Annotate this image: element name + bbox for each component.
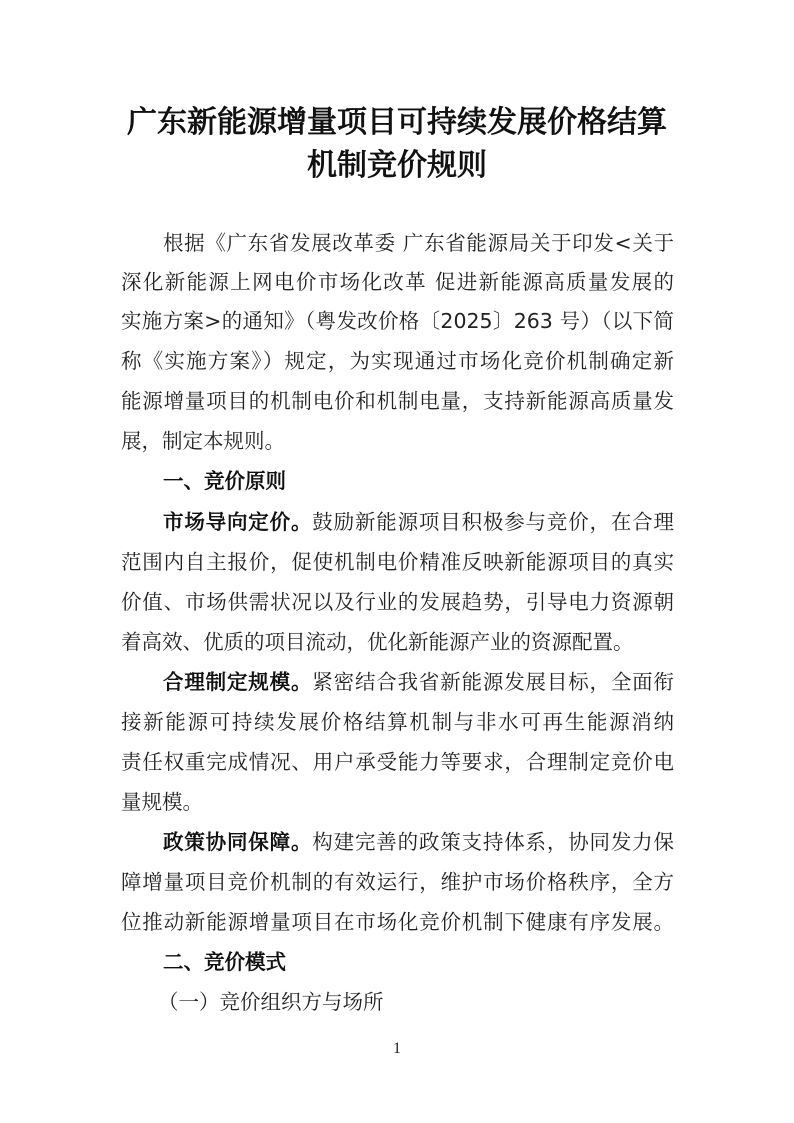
principle-2-line-4: 量规模。 xyxy=(121,790,203,814)
intro-line-2: 深化新能源上网电价市场化改革 促进新能源高质量发展的 xyxy=(121,270,674,294)
principle-1-text: 鼓励新能源项目积极参与竞价，在合理 xyxy=(312,510,675,534)
principle-1-line-2: 范围内自主报价，促使机制电价精准反映新能源项目的真实 xyxy=(121,550,674,574)
principle-1-line-4: 着高效、优质的项目流动，优化新能源产业的资源配置。 xyxy=(121,630,634,654)
principle-3-line-2: 障增量项目竞价机制的有效运行，维护市场价格秩序，全方 xyxy=(121,870,674,894)
principle-3-line-3: 位推动新能源增量项目在市场化竞价机制下健康有序发展。 xyxy=(121,910,674,934)
principle-1-first-line xyxy=(163,508,674,536)
principle-1-line-3: 价值、市场供需状况以及行业的发展趋势，引导电力资源朝 xyxy=(121,590,674,614)
intro-line-1: 根据《广东省发展改革委 广东省能源局关于印发<关于 xyxy=(163,231,674,255)
principle-3-lead: 政策协同保障。 xyxy=(163,830,313,854)
intro-line-6: 展，制定本规则。 xyxy=(121,429,285,453)
intro-line-5: 能源增量项目的机制电价和机制电量，支持新能源高质量发 xyxy=(121,389,674,413)
subsection-heading-1: （一）竞价组织方与场所 xyxy=(158,990,384,1014)
principle-2-text: 紧密结合我省新能源发展目标，全面衔 xyxy=(312,670,675,694)
intro-line-4: 称《实施方案》）规定，为实现通过市场化竞价机制确定新 xyxy=(121,349,674,373)
page-number: 1 xyxy=(393,1040,401,1057)
document-title-line-1: 广东新能源增量项目可持续发展价格结算 xyxy=(127,105,667,140)
principle-2-line-2: 接新能源可持续发展价格结算机制与非水可再生能源消纳 xyxy=(121,710,674,734)
principle-2-line-3: 责任权重完成情况、用户承受能力等要求，合理制定竞价电 xyxy=(121,750,674,774)
document-title-line-2: 机制竞价规则 xyxy=(307,148,487,183)
principle-2-first-line xyxy=(163,668,674,696)
principle-3-text: 构建完善的政策支持体系，协同发力保 xyxy=(312,830,675,854)
section-heading-1: 一、竞价原则 xyxy=(163,469,286,493)
principle-2-lead: 合理制定规模。 xyxy=(163,670,313,694)
principle-1-lead: 市场导向定价。 xyxy=(163,510,313,534)
principle-3-first-line xyxy=(163,828,674,856)
section-heading-2: 二、竞价模式 xyxy=(163,950,286,974)
intro-line-3: 实施方案>的通知》（粤发改价格〔2025〕263 号）（以下简 xyxy=(121,309,674,333)
